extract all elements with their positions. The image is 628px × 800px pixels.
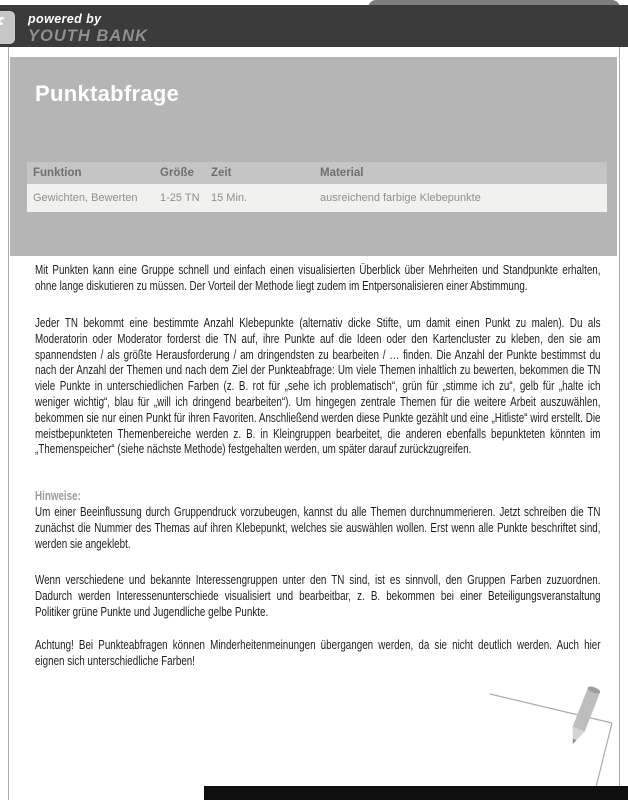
- cell-groesse: 1-25 TN: [160, 192, 200, 204]
- logo-f-icon: [0, 11, 15, 44]
- brand-name: YOUTH BANK: [28, 27, 148, 45]
- hint-paragraph-warning: Achtung! Bei Punkteabfragen können Minderheitenmeinungen übergangen werden, da sie nicht deutlich werden. Auch hier eignen sich unterschiedliche Farben!: [35, 638, 601, 668]
- col-zeit: Zeit: [211, 167, 232, 179]
- page-title: Punktabfrage: [35, 81, 180, 106]
- info-table: [27, 162, 607, 212]
- hint-paragraph-numbering: Um einer Beeinflussung durch Gruppendruck vorzubeugen, kannst du alle Themen durchnummerieren. Jetzt schreiben die TN zunächst die Nummer des Themas auf ihren Klebepunkt, welches sie auswählen wollen. Erst wenn alle Punkte beschriftet sind, werden sie angeklebt.: [35, 505, 601, 551]
- hints-heading: Hinweise:: [35, 489, 81, 503]
- intro-paragraph: Mit Punkten kann eine Gruppe schnell und einfach einen visualisierten Überblick über Mehrheiten und Standpunkte erhalten, ohne lange diskutieren zu müssen. Der Vorteil der Methode liegt zudem im Entpersonalisieren einer Abstimmung.: [35, 263, 601, 293]
- pencil-icon: [388, 670, 628, 800]
- powered-by-label: powered by: [28, 12, 102, 26]
- cell-zeit: 15 Min.: [211, 192, 248, 204]
- header-block: [10, 57, 617, 256]
- hint-paragraph-groups: Wenn verschiedene und bekannte Interessengruppen unter den TN sind, ist es sinnvoll, den Gruppen Farben zuzuordnen. Dadurch werden Interessenunterschiede visualisiert und bearbeitbar, z. B. bekommen bei einer Beteiligungsveranstaltung Politiker grüne Punkte und Jugendliche gelbe Punkte.: [35, 573, 601, 619]
- col-groesse: Größe: [160, 167, 194, 179]
- col-material: Material: [320, 167, 364, 179]
- col-funktion: Funktion: [33, 167, 82, 179]
- footer-bar: [204, 786, 628, 800]
- cell-material: ausreichend farbige Klebepunkte: [320, 192, 481, 204]
- page-frame-left: [8, 47, 9, 800]
- info-table-data-row: [27, 184, 607, 212]
- logo-f-letter: [0, 11, 2, 44]
- cell-funktion: Gewichten, Bewerten: [33, 192, 138, 204]
- method-paragraph: Jeder TN bekommt eine bestimmte Anzahl Klebepunkte (alternativ dicke Stifte, um damit einen Punkt zu malen). Du als Moderatorin oder Moderator forderst die TN auf, ihre Punkte auf die Ideen oder den Kartencluster zu kleben, den sie am spannendsten / als größte Herausforderung / am dringendsten zu bearbeiten / … finden. Die Anzahl der Punkte bestimmst du nach der Anzahl der Themen und nach dem Ziel der Punkteabfrage: Um viele Themen inhaltlich zu bewerten, bekommen die TN viele Punkte in unterschiedlichen Farben (z. B. rot für „sehe ich problematisch“, grün für „stimme ich zu“, gelb für „halte ich weniger wichtig“, blau für „will ich dringend bearbeiten“). Um hingegen zentrale Themen für die weitere Arbeit auszuwählen, bekommen sie nur einen Punkt für ihren Favoriten. Anschließend werden diese Punkte gezählt und eine „Hitliste“ wird erstellt. Die meistbepunkteten Themenbereiche werden z. B. in Kleingruppen bearbeitet, die anderen ebenfalls bepunkteten könnten im „Themenspeicher“ (siehe nächste Methode) festgehalten werden, um später darauf zurückzugreifen.: [35, 316, 601, 457]
- brand-bar: [0, 5, 628, 47]
- info-table-header-row: [27, 162, 607, 184]
